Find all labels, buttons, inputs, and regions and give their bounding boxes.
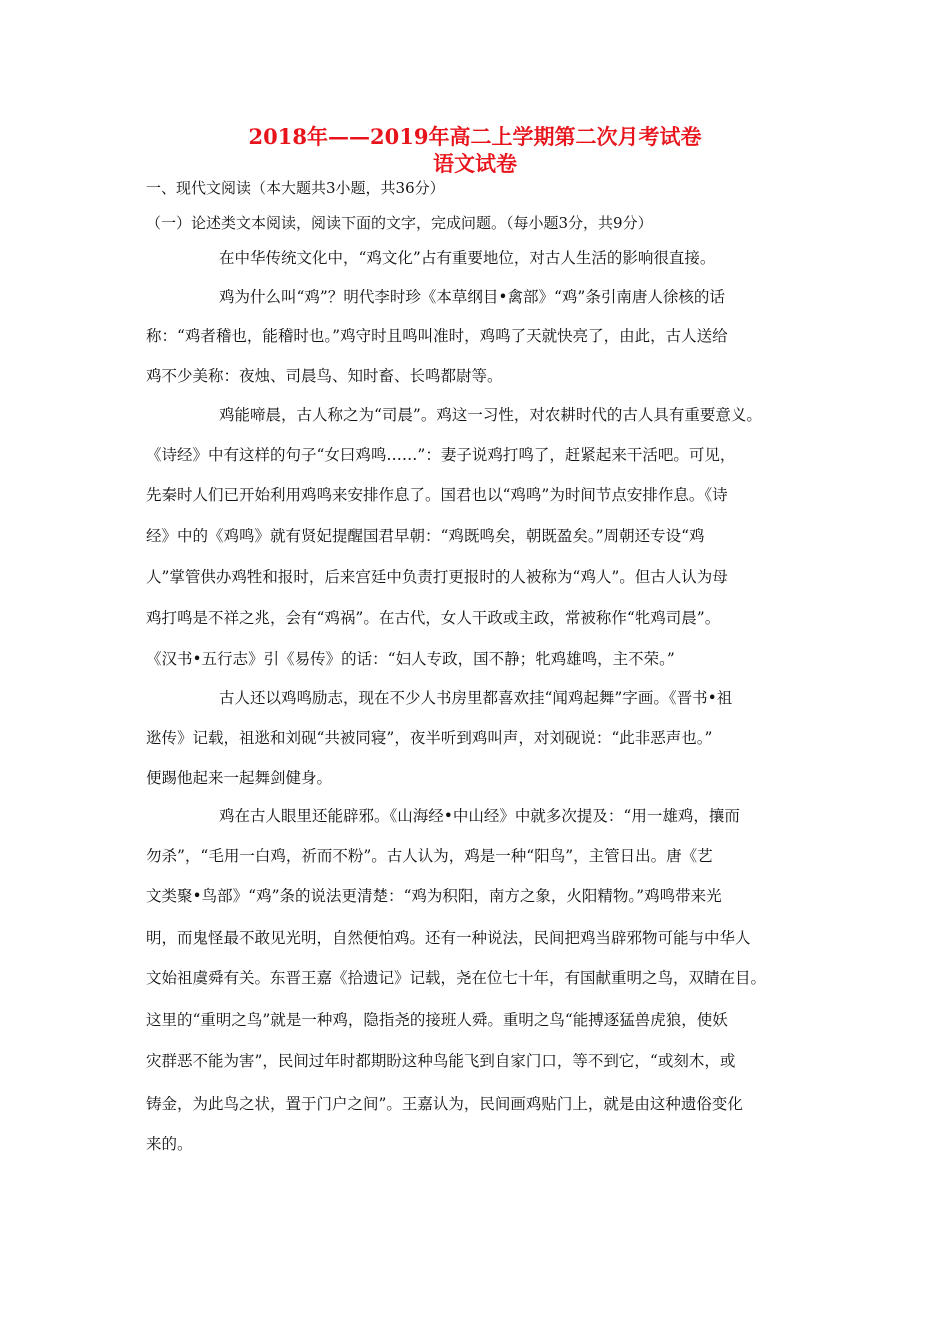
paragraph-line: 文始祖虞舜有关。东晋王嘉《拾遗记》记载，尧在位七十年，有国献重明之鸟，双睛在目。: [146, 969, 767, 987]
paragraph-line: 人”掌管供办鸡牲和报时，后来宫廷中负责打更报时的人被称为“鸡人”。但古人认为母: [146, 568, 728, 586]
paragraph-line: 明，而鬼怪最不敢见光明，自然便怕鸡。还有一种说法，民间把鸡当辟邪物可能与中华人: [146, 929, 751, 947]
exam-title: 2018年——2019年高二上学期第二次月考试卷: [248, 124, 702, 149]
paragraph-line: 《诗经》中有这样的句子“女曰鸡鸣……”：妻子说鸡打鸣了，赶紧起来干活吧。可见，: [146, 446, 736, 464]
paragraph-line: 这里的“重明之鸟”就是一种鸡，隐指尧的接班人舜。重明之鸟“能搏逐猛兽虎狼，使妖: [146, 1011, 728, 1029]
paragraph-line: 灾群恶不能为害”，民间过年时都期盼这种鸟能飞到自家门口，等不到它，“或刻木，或: [146, 1052, 736, 1070]
paragraph-line: 来的。: [146, 1135, 193, 1153]
paragraph-line: 逖传》记载，祖逖和刘砚“共被同寝”，夜半听到鸡叫声，对刘砚说：“此非恶声也。”: [146, 729, 713, 747]
paragraph-line: 鸡在古人眼里还能辟邪。《山海经•中山经》中就多次提及：“用一雄鸡，攘而: [219, 807, 740, 825]
exam-subject-title: 语文试卷: [433, 151, 517, 176]
paragraph-line: 鸡能啼晨，古人称之为“司晨”。鸡这一习性，对农耕时代的古人具有重要意义。: [219, 406, 762, 424]
paragraph-line: 先秦时人们已开始利用鸡鸣来安排作息了。国君也以“鸡鸣”为时间节点安排作息。《诗: [146, 486, 728, 504]
paragraph-line: 称：“鸡者稽也，能稽时也。”鸡守时且鸣叫准时，鸡鸣了天就快亮了，由此，古人送给: [146, 327, 728, 345]
paragraph-line: 便踢他起来一起舞剑健身。: [146, 769, 333, 787]
paragraph-line: 《汉书•五行志》引《易传》的话：“妇人专政，国不静；牝鸡雄鸣，主不荣。”: [146, 650, 675, 668]
paragraph-line: 在中华传统文化中，“鸡文化”占有重要地位，对古人生活的影响很直接。: [219, 249, 716, 267]
subsection-heading: （一）论述类文本阅读，阅读下面的文字，完成问题。（每小题3分，共9分）: [146, 214, 653, 232]
paragraph-line: 鸡打鸣是不祥之兆，会有“鸡祸”。在古代，女人干政或主政，常被称作“牝鸡司晨”。: [146, 609, 721, 627]
paragraph-line: 经》中的《鸡鸣》就有贤妃提醒国君早朝：“鸡既鸣矣，朝既盈矣。”周朝还专设“鸡: [146, 527, 705, 545]
paragraph-line: 鸡为什么叫“鸡”？明代李时珍《本草纲目•禽部》“鸡”条引南唐人徐核的话: [219, 288, 725, 306]
paragraph-line: 古人还以鸡鸣励志，现在不少人书房里都喜欢挂“闻鸡起舞”字画。《晋书•祖: [219, 689, 733, 707]
paragraph-line: 铸金，为此鸟之状，置于门户之间”。王嘉认为，民间画鸡贴门上，就是由这种遗俗变化: [146, 1095, 743, 1113]
paragraph-line: 文类聚•鸟部》“鸡”条的说法更清楚：“鸡为积阳，南方之象，火阳精物。”鸡鸣带来光: [146, 887, 722, 905]
paragraph-line: 勿杀”，“毛用一白鸡，祈而不粉”。古人认为，鸡是一种“阳鸟”，主管日出。唐《艺: [146, 847, 713, 865]
section-heading: 一、现代文阅读（本大题共3小题，共36分）: [146, 179, 445, 197]
paragraph-line: 鸡不少美称：夜烛、司晨鸟、知时畜、长鸣都尉等。: [146, 367, 503, 385]
